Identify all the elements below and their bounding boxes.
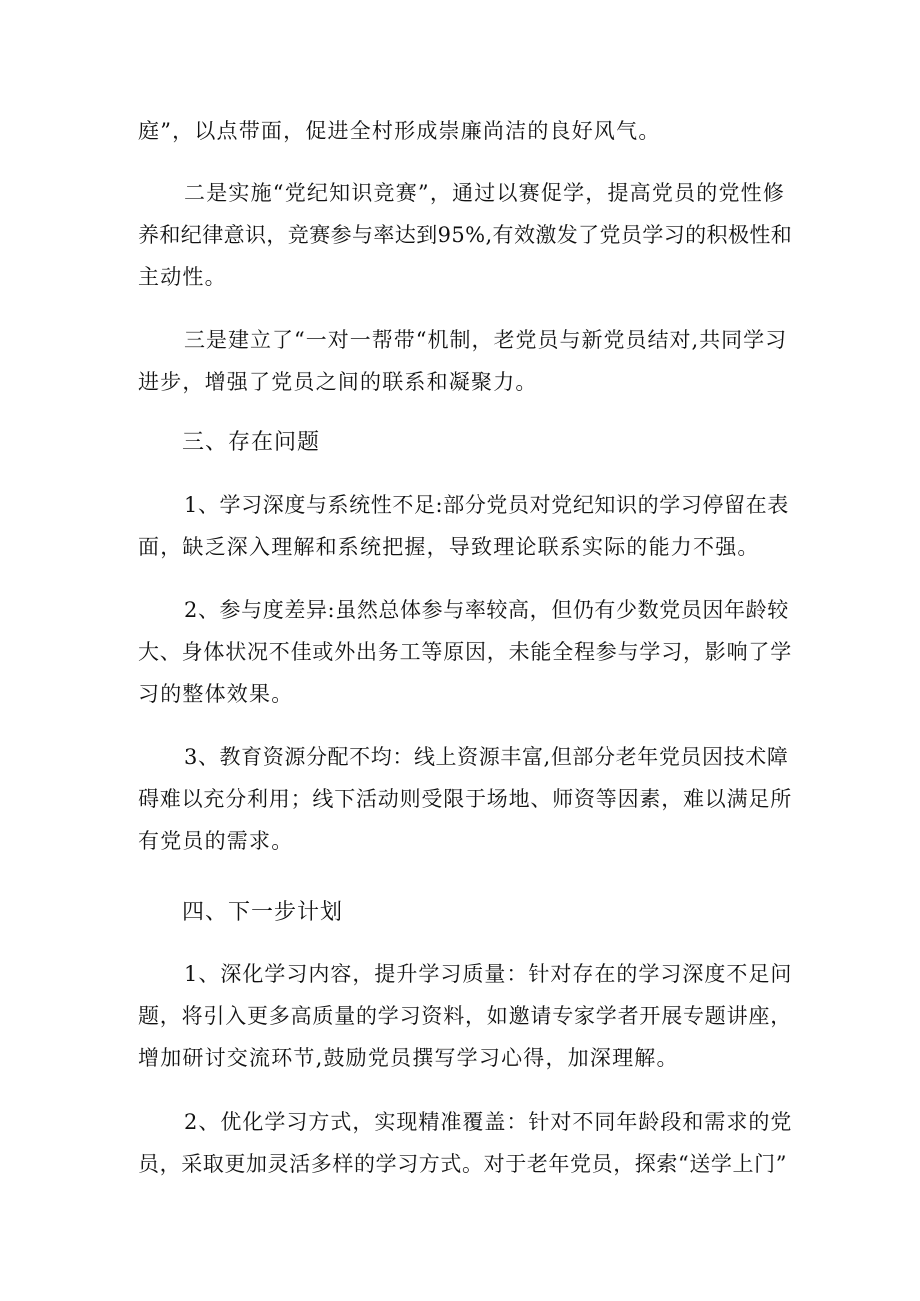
paragraph-three-line-1: 三是建立了“一对一帮带“机制，老党员与新党员结对,共同学习 (184, 328, 788, 352)
paragraph-intro-line-1: 庭”，以点带面，促进全村形成崇廉尚洁的良好风气。 (138, 119, 661, 143)
problem-item-1-line-1: 1、学习深度与系统性不足:部分党员对党纪知识的学习停留在表 (184, 493, 789, 517)
problem-item-3-line-2: 碍难以充分利用；线下活动则受限于场地、师资等因素，难以满足所 (138, 787, 792, 811)
paragraph-two-line-2: 养和纪律意识，竞赛参与率达到95%,有效激发了党员学习的积极性和 (138, 223, 793, 247)
plan-item-2-line-1: 2、优化学习方式，实现精准覆盖：针对不同年龄段和需求的党 (184, 1110, 793, 1134)
paragraph-three-line-2: 进步，增强了党员之间的联系和凝聚力。 (138, 370, 538, 394)
paragraph-two-line-1: 二是实施“党纪知识竞赛”，通过以赛促学，提高党员的党性修 (184, 181, 786, 205)
plan-item-1-line-2: 题，将引入更多高质量的学习资料，如邀请专家学者开展专题讲座， (138, 1004, 792, 1028)
problem-item-2-line-3: 习的整体效果。 (138, 682, 294, 706)
problem-item-2-line-1: 2、参与度差异:虽然总体参与率较高，但仍有少数党员因年龄较 (184, 598, 789, 622)
problem-item-3-line-1: 3、教育资源分配不均：线上资源丰富,但部分老年党员因技术障 (184, 745, 789, 769)
plan-item-1-line-1: 1、深化学习内容，提升学习质量：针对存在的学习深度不足问 (184, 962, 793, 986)
problem-item-1-line-2: 面，缺乏深入理解和系统把握，导致理论联系实际的能力不强。 (138, 535, 760, 559)
section-heading-next-steps: 四、下一步计划 (182, 900, 344, 925)
problem-item-2-line-2: 大、身体状况不佳或外出务工等原因，未能全程参与学习，影响了学 (138, 640, 792, 664)
problem-item-3-line-3: 有党员的需求。 (138, 829, 294, 853)
section-heading-problems: 三、存在问题 (182, 430, 321, 455)
plan-item-1-line-3: 增加研讨交流环节,鼓励党员撰写学习心得，加深理解。 (138, 1046, 679, 1070)
paragraph-two-line-3: 主动性。 (138, 265, 227, 289)
plan-item-2-line-2: 员，采取更加灵活多样的学习方式。对于老年党员，探索“送学上门” (138, 1152, 788, 1176)
